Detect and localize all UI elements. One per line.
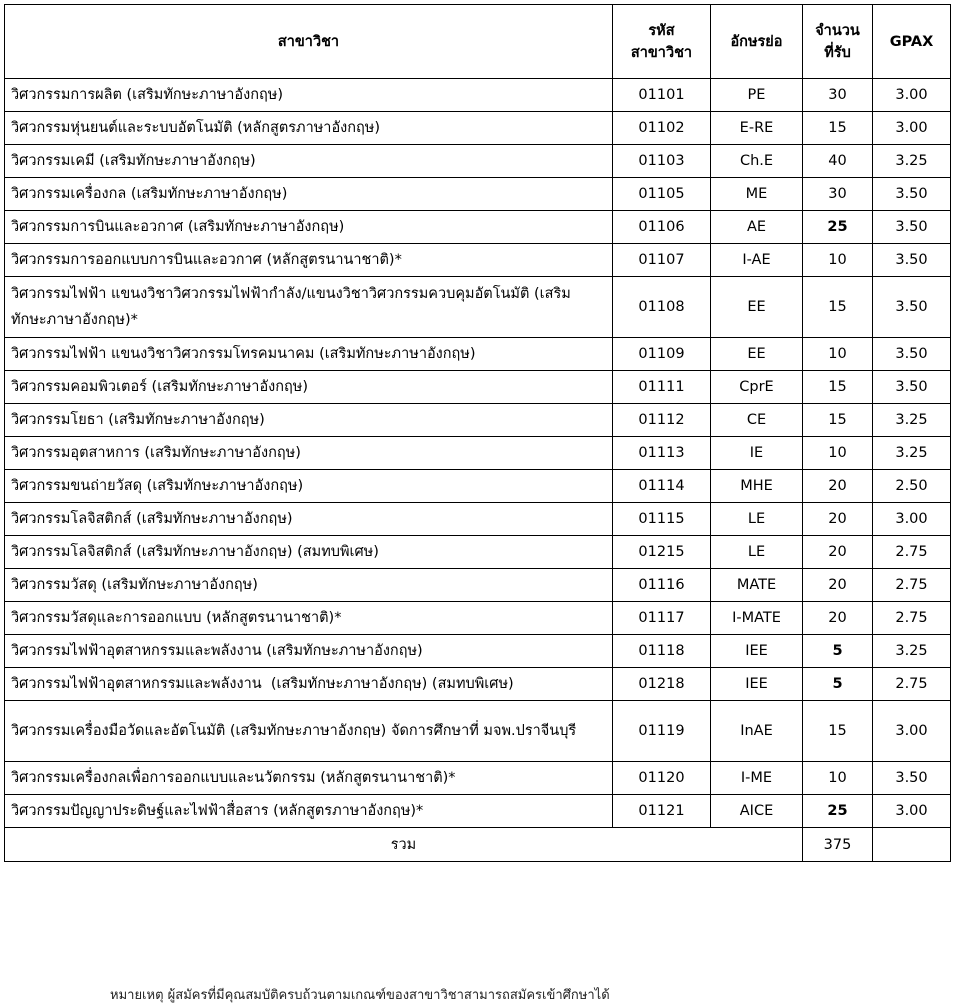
program-gpax: 3.25 — [873, 145, 951, 178]
program-abbr: CprE — [711, 371, 803, 404]
header-code-line2: สาขาวิชา — [630, 44, 693, 61]
program-gpax: 3.00 — [873, 503, 951, 536]
table-row — [5, 178, 951, 211]
table-row — [5, 371, 951, 404]
program-gpax: 2.75 — [873, 668, 951, 701]
program-name: วิศวกรรมเครื่องกลเพื่อการออกแบบและนวัตกรรม (หลักสูตรนานาชาติ)* — [5, 762, 613, 795]
table-row — [5, 211, 951, 244]
table-row — [5, 470, 951, 503]
total-label: รวม — [5, 828, 803, 862]
program-abbr: AICE — [711, 795, 803, 828]
program-gpax: 2.50 — [873, 470, 951, 503]
program-seats: 20 — [803, 470, 873, 503]
program-gpax: 3.00 — [873, 701, 951, 762]
program-abbr: EE — [711, 338, 803, 371]
program-gpax: 3.00 — [873, 795, 951, 828]
program-seats: 10 — [803, 437, 873, 470]
table-row — [5, 503, 951, 536]
program-abbr: AE — [711, 211, 803, 244]
program-seats: 20 — [803, 569, 873, 602]
program-abbr: IEE — [711, 635, 803, 668]
program-name: วิศวกรรมคอมพิวเตอร์ (เสริมทักษะภาษาอังกฤษ) — [5, 371, 613, 404]
program-abbr: PE — [711, 79, 803, 112]
header-gpax: GPAX — [873, 5, 951, 79]
table-row — [5, 795, 951, 828]
table-header-row — [5, 5, 951, 79]
program-gpax: 3.50 — [873, 762, 951, 795]
header-seats-line1: จำนวน — [815, 22, 860, 39]
program-seats: 20 — [803, 536, 873, 569]
program-name: วิศวกรรมโยธา (เสริมทักษะภาษาอังกฤษ) — [5, 404, 613, 437]
program-gpax: 3.50 — [873, 244, 951, 277]
program-code: 01109 — [613, 338, 711, 371]
program-name: วิศวกรรมไฟฟ้า แขนงวิชาวิศวกรรมโทรคมนาคม (เสริมทักษะภาษาอังกฤษ) — [5, 338, 613, 371]
program-code: 01218 — [613, 668, 711, 701]
program-seats: 30 — [803, 79, 873, 112]
program-abbr: LE — [711, 536, 803, 569]
program-gpax: 3.00 — [873, 79, 951, 112]
program-name: วิศวกรรมการออกแบบการบินและอวกาศ (หลักสูตรนานาชาติ)* — [5, 244, 613, 277]
admission-quota-table — [4, 4, 951, 862]
program-abbr: MHE — [711, 470, 803, 503]
program-seats: 25 — [803, 211, 873, 244]
program-gpax: 3.25 — [873, 437, 951, 470]
table-row — [5, 145, 951, 178]
program-code: 01115 — [613, 503, 711, 536]
program-code: 01113 — [613, 437, 711, 470]
program-seats: 25 — [803, 795, 873, 828]
total-gpax-empty — [873, 828, 951, 862]
program-abbr: IEE — [711, 668, 803, 701]
program-code: 01121 — [613, 795, 711, 828]
table-row — [5, 668, 951, 701]
table-row — [5, 701, 951, 762]
program-name: วิศวกรรมวัสดุและการออกแบบ (หลักสูตรนานาชาติ)* — [5, 602, 613, 635]
program-gpax: 3.00 — [873, 112, 951, 145]
program-abbr: CE — [711, 404, 803, 437]
total-seats: 375 — [803, 828, 873, 862]
program-name: วิศวกรรมการบินและอวกาศ (เสริมทักษะภาษาอังกฤษ) — [5, 211, 613, 244]
program-seats: 20 — [803, 602, 873, 635]
table-row — [5, 244, 951, 277]
program-seats: 5 — [803, 635, 873, 668]
program-code: 01114 — [613, 470, 711, 503]
program-name: วิศวกรรมขนถ่ายวัสดุ (เสริมทักษะภาษาอังกฤษ) — [5, 470, 613, 503]
program-abbr: ME — [711, 178, 803, 211]
program-code: 01116 — [613, 569, 711, 602]
total-row — [5, 828, 951, 862]
program-code: 01101 — [613, 79, 711, 112]
program-seats: 15 — [803, 112, 873, 145]
header-seats — [803, 5, 873, 79]
program-seats: 20 — [803, 503, 873, 536]
program-abbr: I-ME — [711, 762, 803, 795]
program-gpax: 3.50 — [873, 178, 951, 211]
program-name: วิศวกรรมไฟฟ้าอุตสาหกรรมและพลังงาน (เสริมทักษะภาษาอังกฤษ) — [5, 635, 613, 668]
program-code: 01108 — [613, 277, 711, 338]
table-row — [5, 112, 951, 145]
program-seats: 15 — [803, 277, 873, 338]
program-abbr: LE — [711, 503, 803, 536]
program-gpax: 3.50 — [873, 371, 951, 404]
header-seats-line2: ที่รับ — [824, 44, 851, 61]
program-code: 01118 — [613, 635, 711, 668]
program-name: วิศวกรรมไฟฟ้าอุตสาหกรรมและพลังงาน (เสริมทักษะภาษาอังกฤษ) (สมทบพิเศษ) — [5, 668, 613, 701]
program-seats: 40 — [803, 145, 873, 178]
program-abbr: EE — [711, 277, 803, 338]
table-row — [5, 404, 951, 437]
program-name: วิศวกรรมเคมี (เสริมทักษะภาษาอังกฤษ) — [5, 145, 613, 178]
program-seats: 5 — [803, 668, 873, 701]
program-abbr: I-MATE — [711, 602, 803, 635]
program-code: 01103 — [613, 145, 711, 178]
program-gpax: 2.75 — [873, 602, 951, 635]
program-code: 01119 — [613, 701, 711, 762]
header-code-line1: รหัส — [648, 22, 675, 39]
program-code: 01107 — [613, 244, 711, 277]
program-gpax: 3.25 — [873, 404, 951, 437]
table-row — [5, 277, 951, 338]
table-row — [5, 635, 951, 668]
program-seats: 30 — [803, 178, 873, 211]
program-seats: 15 — [803, 404, 873, 437]
header-program-code — [613, 5, 711, 79]
program-seats: 10 — [803, 244, 873, 277]
program-gpax: 3.25 — [873, 635, 951, 668]
program-code: 01105 — [613, 178, 711, 211]
table-row — [5, 569, 951, 602]
program-abbr: InAE — [711, 701, 803, 762]
program-abbr: E-RE — [711, 112, 803, 145]
program-code: 01117 — [613, 602, 711, 635]
program-name: วิศวกรรมเครื่องกล (เสริมทักษะภาษาอังกฤษ) — [5, 178, 613, 211]
program-abbr: Ch.E — [711, 145, 803, 178]
table-row — [5, 762, 951, 795]
program-name: วิศวกรรมอุตสาหการ (เสริมทักษะภาษาอังกฤษ) — [5, 437, 613, 470]
program-code: 01112 — [613, 404, 711, 437]
program-name: วิศวกรรมโลจิสติกส์ (เสริมทักษะภาษาอังกฤษ) — [5, 503, 613, 536]
program-code: 01120 — [613, 762, 711, 795]
program-name: วิศวกรรมหุ่นยนต์และระบบอัตโนมัติ (หลักสูตรภาษาอังกฤษ) — [5, 112, 613, 145]
program-name: วิศวกรรมการผลิต (เสริมทักษะภาษาอังกฤษ) — [5, 79, 613, 112]
program-abbr: IE — [711, 437, 803, 470]
program-name: วิศวกรรมวัสดุ (เสริมทักษะภาษาอังกฤษ) — [5, 569, 613, 602]
program-code: 01106 — [613, 211, 711, 244]
program-gpax: 2.75 — [873, 569, 951, 602]
program-code: 01111 — [613, 371, 711, 404]
program-name: วิศวกรรมปัญญาประดิษฐ์และไฟฟ้าสื่อสาร (หลักสูตรภาษาอังกฤษ)* — [5, 795, 613, 828]
program-seats: 10 — [803, 762, 873, 795]
program-seats: 15 — [803, 701, 873, 762]
table-row — [5, 79, 951, 112]
program-name: วิศวกรรมโลจิสติกส์ (เสริมทักษะภาษาอังกฤษ) (สมทบพิเศษ) — [5, 536, 613, 569]
program-gpax: 2.75 — [873, 536, 951, 569]
footnote: หมายเหตุ ผู้สมัครที่มีคุณสมบัติครบถ้วนตามเกณฑ์ของสาขาวิชาสามารถสมัครเข้าศึกษาได้ — [110, 988, 610, 1003]
table-row — [5, 338, 951, 371]
program-abbr: I-AE — [711, 244, 803, 277]
program-seats: 10 — [803, 338, 873, 371]
program-gpax: 3.50 — [873, 277, 951, 338]
program-seats: 15 — [803, 371, 873, 404]
table-row — [5, 437, 951, 470]
header-abbreviation: อักษรย่อ — [711, 5, 803, 79]
header-program: สาขาวิชา — [5, 5, 613, 79]
program-code: 01215 — [613, 536, 711, 569]
table-row — [5, 602, 951, 635]
program-gpax: 3.50 — [873, 211, 951, 244]
program-gpax: 3.50 — [873, 338, 951, 371]
program-name: วิศวกรรมเครื่องมือวัดและอัตโนมัติ (เสริมทักษะภาษาอังกฤษ) จัดการศึกษาที่ มจพ.ปราจีนบุรี — [5, 701, 613, 762]
program-abbr: MATE — [711, 569, 803, 602]
program-name: วิศวกรรมไฟฟ้า แขนงวิชาวิศวกรรมไฟฟ้ากำลัง/แขนงวิชาวิศวกรรมควบคุมอัตโนมัติ (เสริมทักษะภาษาอังกฤษ)* — [5, 277, 613, 338]
program-code: 01102 — [613, 112, 711, 145]
table-row — [5, 536, 951, 569]
